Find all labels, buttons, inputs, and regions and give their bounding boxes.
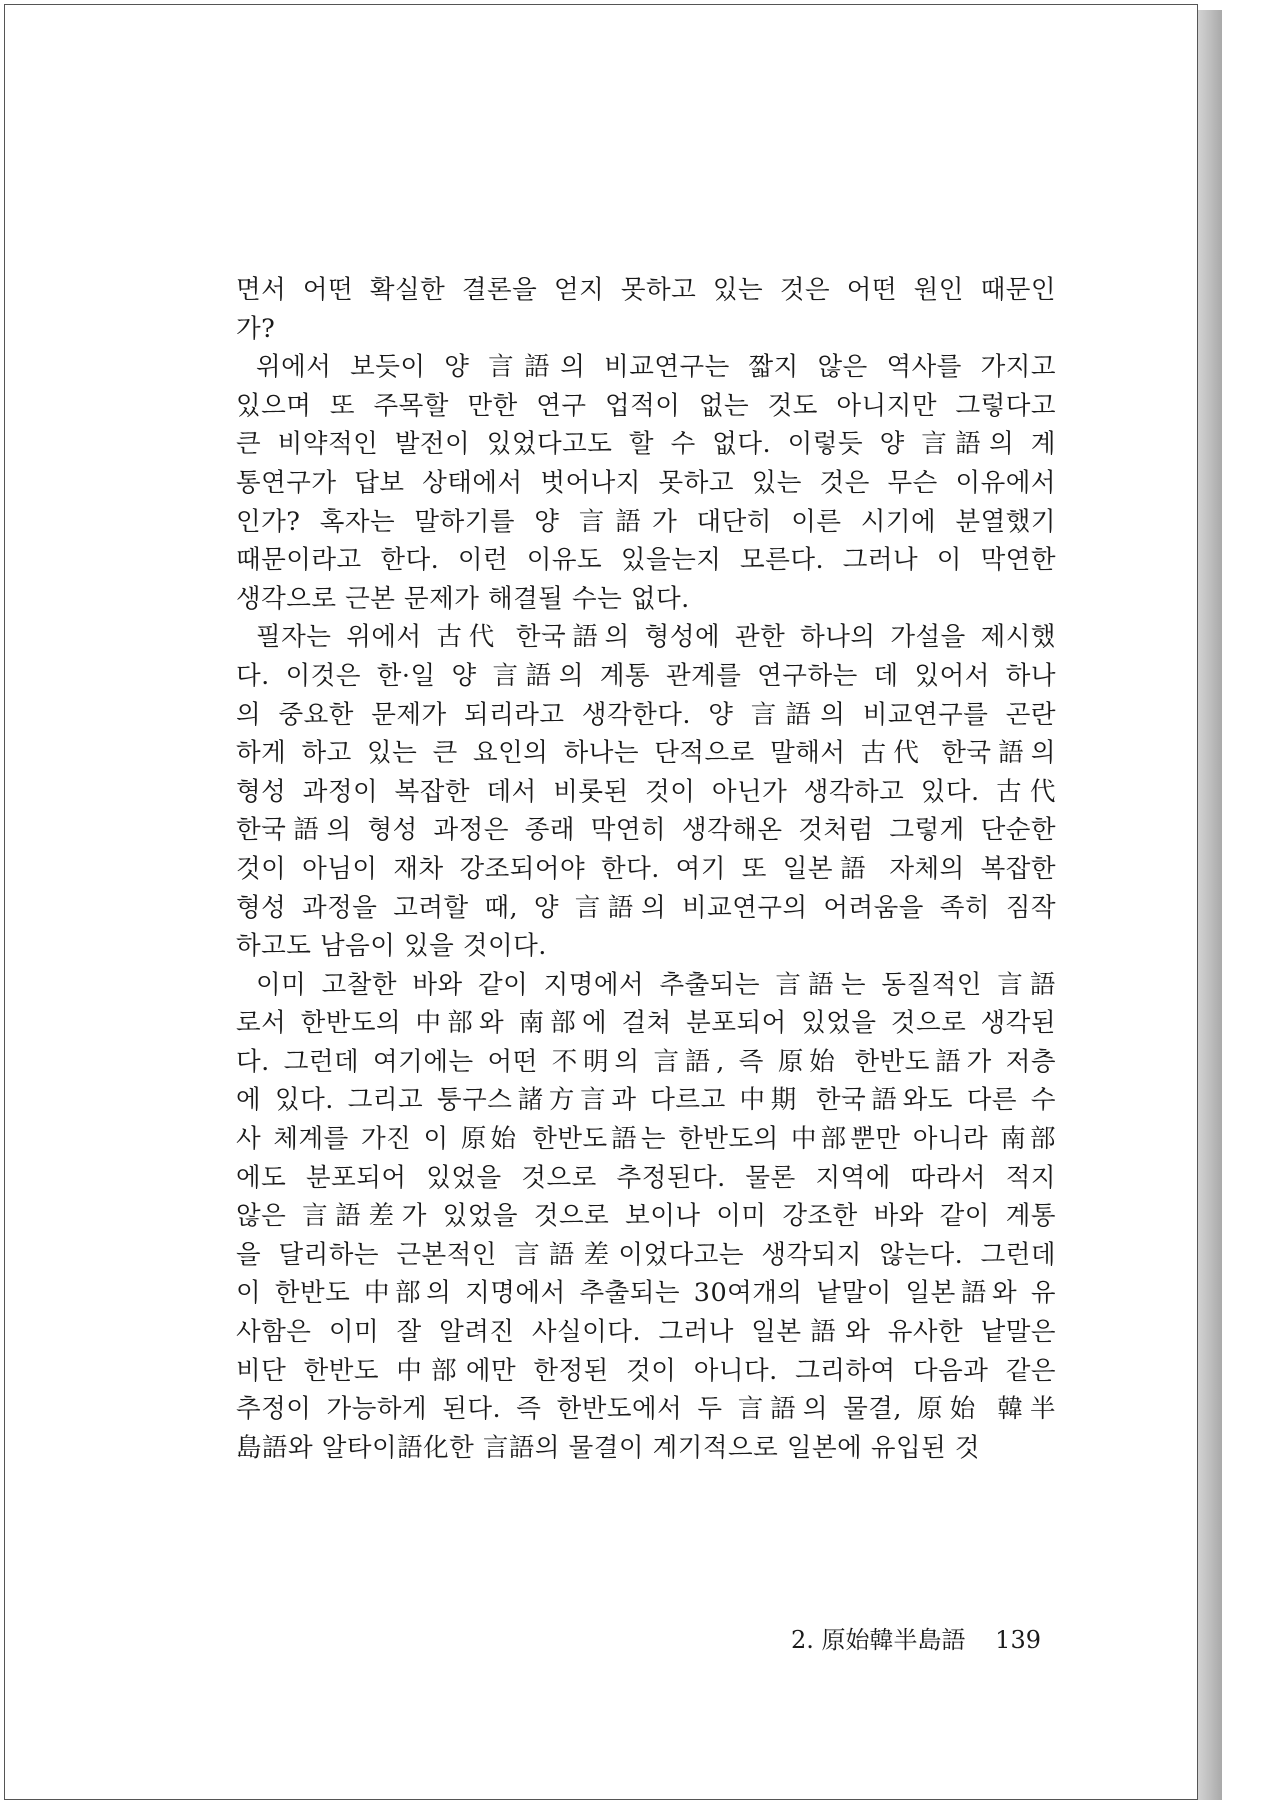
text-line: 에도 분포되어 있었을 것으로 추정된다. 물론 지역에 따라서 적지 bbox=[236, 1162, 1056, 1193]
text-line: 면서 어떤 확실한 결론을 얻지 못하고 있는 것은 어떤 원인 때문인 bbox=[236, 275, 1056, 305]
text-line: 다. 그런데 여기에는 어떤 不明의 言語, 즉 原始 한반도語가 저층 bbox=[236, 1046, 1056, 1077]
text-line: 島語와 알타이語化한 言語의 물결이 계기적으로 일본에 유입된 것 bbox=[236, 1432, 981, 1463]
body-text bbox=[236, 271, 1056, 1467]
book-page bbox=[4, 4, 1198, 1800]
text-line: 하고도 남음이 있을 것이다. bbox=[236, 931, 547, 962]
paragraph bbox=[236, 348, 1056, 618]
text-line: 에 있다. 그리고 퉁구스諸方言과 다르고 中期 한국語와도 다른 수 bbox=[236, 1085, 1056, 1116]
text-line: 을 달리하는 근본적인 言語差이었다고는 생각되지 않는다. 그런데 bbox=[236, 1239, 1056, 1270]
paragraph bbox=[236, 966, 1056, 1468]
text-line: 가? bbox=[236, 313, 276, 344]
text-line: 필자는 위에서 古代 한국語의 형성에 관한 하나의 가설을 제시했 bbox=[256, 622, 1056, 653]
paragraph bbox=[236, 271, 1056, 348]
text-line: 다. 이것은 한·일 양 言語의 계통 관계를 연구하는 데 있어서 하나 bbox=[236, 660, 1056, 691]
text-line: 로서 한반도의 中部와 南部에 걸쳐 분포되어 있었을 것으로 생각된 bbox=[236, 1008, 1056, 1039]
text-line: 비단 한반도 中部에만 한정된 것이 아니다. 그리하여 다음과 같은 bbox=[236, 1355, 1056, 1386]
text-line: 생각으로 근본 문제가 해결될 수는 없다. bbox=[236, 583, 690, 614]
text-line: 의 중요한 문제가 되리라고 생각한다. 양 言語의 비교연구를 곤란 bbox=[236, 699, 1056, 730]
text-line: 것이 아님이 재차 강조되어야 한다. 여기 또 일본語 자체의 복잡한 bbox=[236, 853, 1056, 884]
text-line: 때문이라고 한다. 이런 이유도 있을는지 모른다. 그러나 이 막연한 bbox=[236, 545, 1056, 576]
text-line: 있으며 또 주목할 만한 연구 업적이 없는 것도 아니지만 그렇다고 bbox=[236, 390, 1056, 421]
text-line: 위에서 보듯이 양 言語의 비교연구는 짧지 않은 역사를 가지고 bbox=[256, 352, 1056, 383]
text-line: 이미 고찰한 바와 같이 지명에서 추출되는 言語는 동질적인 言語 bbox=[256, 969, 1056, 1000]
text-line: 사함은 이미 잘 알려진 사실이다. 그러나 일본語와 유사한 낱말은 bbox=[236, 1317, 1056, 1348]
text-line: 형성 과정을 고려할 때, 양 言語의 비교연구의 어려움을 족히 짐작 bbox=[236, 892, 1056, 923]
text-line: 한국語의 형성 과정은 종래 막연히 생각해온 것처럼 그렇게 단순한 bbox=[236, 815, 1056, 846]
running-head: 2. 原始韓半島語 bbox=[791, 1626, 966, 1654]
paragraph bbox=[236, 618, 1056, 965]
page-stack-edge bbox=[1194, 10, 1222, 1800]
page-number: 139 bbox=[995, 1626, 1041, 1654]
text-line: 인가? 혹자는 말하기를 양 言語가 대단히 이른 시기에 분열했기 bbox=[236, 506, 1056, 537]
text-line: 이 한반도 中部의 지명에서 추출되는 30여개의 낱말이 일본語와 유 bbox=[236, 1278, 1056, 1309]
text-line: 큰 비약적인 발전이 있었다고도 할 수 없다. 이렇듯 양 言語의 계 bbox=[236, 429, 1056, 460]
text-line: 하게 하고 있는 큰 요인의 하나는 단적으로 말해서 古代 한국語의 bbox=[236, 738, 1056, 769]
text-line: 않은 言語差가 있었을 것으로 보이나 이미 강조한 바와 같이 계통 bbox=[236, 1201, 1056, 1232]
text-line: 사 체계를 가진 이 原始 한반도語는 한반도의 中部뿐만 아니라 南部 bbox=[236, 1124, 1056, 1155]
text-line: 추정이 가능하게 된다. 즉 한반도에서 두 言語의 물결, 原始 韓半 bbox=[236, 1394, 1056, 1425]
text-line: 통연구가 답보 상태에서 벗어나지 못하고 있는 것은 무슨 이유에서 bbox=[236, 467, 1056, 498]
page-footer bbox=[791, 1620, 1041, 1655]
text-line: 형성 과정이 복잡한 데서 비롯된 것이 아닌가 생각하고 있다. 古代 bbox=[236, 776, 1056, 807]
